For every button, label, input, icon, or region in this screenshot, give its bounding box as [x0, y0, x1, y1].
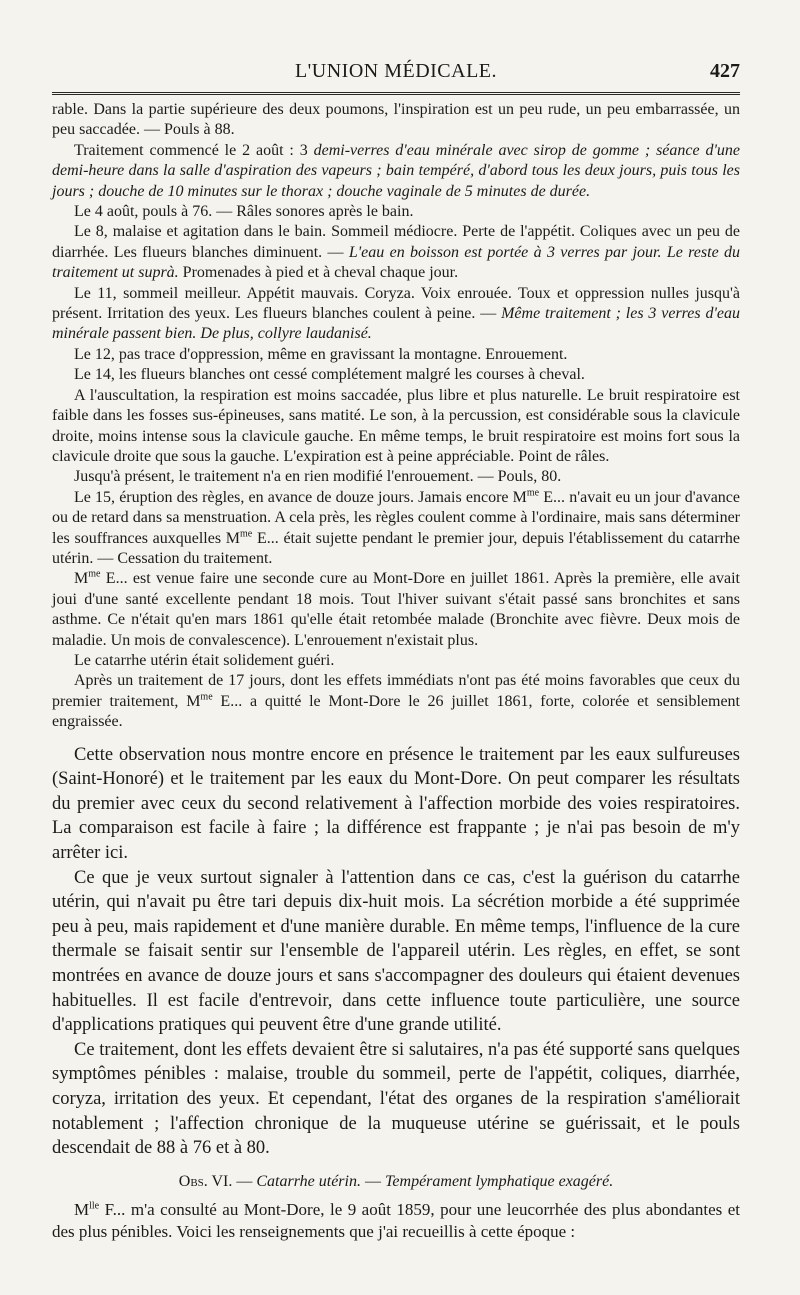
- paragraph-text: Le 8, malaise et agitation dans le bain. Sommeil médiocre. Perte de l'appétit. Coliques avec un peu de diarrhée. Les flueurs blanches diminuent. —: [52, 223, 740, 261]
- running-title: L'UNION MÉDICALE.: [294, 60, 498, 82]
- paragraph: [52, 284, 740, 345]
- paragraph: [52, 202, 740, 222]
- paragraph: [52, 386, 740, 468]
- paragraph: [52, 467, 740, 487]
- observation-title: Catarrhe utérin.: [256, 1172, 361, 1190]
- paragraph: [52, 365, 740, 385]
- paragraph: Ce traitement, dont les effets devaient être si salutaires, n'a pas été supporté sans quelques symptômes pénibles : malaise, trouble du sommeil, perte de l'appétit, coliques, diarrhée, coryza, irritation des yeux. Et cependant, l'état des organes de la respiration s'améliorait notablement ; l'affection chronique de la muqueuse utérine se guérissait, et le pouls descendait de 88 à 76 et à 80.: [52, 1039, 740, 1159]
- paragraph-text: Le 14, les flueurs blanches ont cessé complétement malgré les courses à cheval.: [74, 366, 585, 384]
- paragraph-text: Traitement commencé le 2 août : 3: [74, 141, 314, 159]
- superscript: me: [526, 487, 540, 499]
- paragraph: [52, 569, 740, 651]
- paragraph-italic: Même traitement ; les 3 verres d'eau minérale passent bien. De plus, collyre laudanisé.: [52, 305, 740, 343]
- header-rule: [52, 92, 740, 95]
- paragraph: [52, 345, 740, 365]
- paragraph-text: Après un traitement de 17 jours, dont les effets immédiats n'ont pas été moins favorables que ceux du premier traitement, M: [52, 672, 740, 710]
- discussion-section: [52, 743, 740, 1161]
- paragraph: [52, 651, 740, 671]
- paragraph-text: Le 4 août, pouls à 76. — Râles sonores après le bain.: [74, 203, 414, 221]
- observation-label: Obs. VI.: [178, 1172, 233, 1190]
- paragraph-italic: L'eau en boisson est portée à 3 verres par jour. Le reste du traitement ut suprà.: [52, 243, 741, 282]
- paragraph-text: Jusqu'à présent, le traitement n'a en rien modifié l'enrouement. — Pouls, 80.: [74, 468, 562, 486]
- observation-heading: [52, 1171, 740, 1193]
- paragraph: [52, 222, 740, 283]
- page-header: [52, 56, 740, 90]
- paragraph-text: E... n'avait eu un jour d'avance ou de retard dans sa menstruation. A cela près, les règles coulent comme à l'ordinaire, mais sans déterminer les souffrances auxquelles M: [52, 488, 740, 547]
- separator: —: [360, 1172, 385, 1190]
- paragraph-text: Le 12, pas trace d'oppression, même en gravissant la montagne. Enrouement.: [74, 345, 568, 363]
- paragraph-italic: demi-verres d'eau minérale avec sirop de gomme ; séance d'une demi-heure dans la salle d'aspiration des vapeurs ; bain tempéré, d'abord tous les deux jours, puis tous les jours ; douche de 10 minutes sur le thorax ; douche vaginale de 5 minutes de durée.: [52, 141, 740, 200]
- superscript: me: [240, 528, 253, 540]
- paragraph-text: Le catarrhe utérin était solidement guéri.: [74, 651, 335, 669]
- paragraph-text: M: [74, 1199, 90, 1219]
- page-number: 427: [710, 60, 740, 82]
- superscript: me: [88, 569, 101, 581]
- superscript: lle: [89, 1200, 100, 1212]
- separator: —: [232, 1172, 257, 1190]
- paragraph: Cette observation nous montre encore en présence le traitement par les eaux sulfureuses (Saint-Honoré) et le traitement par les eaux du Mont-Dore. On peut comparer les résultats du premier avec ceux du second relativement à l'affection morbide des voies respiratoires. La comparaison est facile à faire ; la différence est frappante ; je n'ai pas besoin de m'y arrêter ici.: [52, 744, 740, 863]
- paragraph-text: Promenades à pied et à cheval chaque jour.: [178, 264, 459, 282]
- paragraph-text: rable. Dans la partie supérieure des deux poumons, l'inspiration est un peu rude, un peu embarrassée, un peu saccadée. — Pouls à 88.: [52, 101, 740, 139]
- closing-section: [52, 1199, 740, 1243]
- paragraph-text: Le 11, sommeil meilleur. Appétit mauvais. Coryza. Voix enrouée. Toux et oppression nulles jusqu'à présent. Irritation des yeux. Les flueurs blanches coulent à peine. —: [52, 284, 740, 323]
- paragraph: Ce que je veux surtout signaler à l'attention dans ce cas, c'est la guérison du catarrhe utérin, qui n'avait pu être tari depuis dix-huit mois. La sécrétion morbide a été supprimée peu à peu, mais rapidement et d'une manière durable. En même temps, l'influence de la cure thermale se faisait sentir sur l'ensemble de l'appareil utérin. Les règles, en effet, se sont montrées en avance de douze jours et sans s'accompagner des douleurs qui étaient devenues habituelles. Il est facile d'entrevoir, dans cette influence toute particulière, une source d'applications pratiques qui peuvent être d'une grande utilité.: [52, 867, 740, 1036]
- paragraph: [52, 671, 740, 732]
- paragraph-text: A l'auscultation, la respiration est moins saccadée, plus libre et plus naturelle. Le bruit respiratoire est faible dans les fosses sus-épineuses, sans matité. Le son, à la percussion, est considérable sous la clavicule droite, moins intense sous la clavicule gauche. En même temps, le bruit respiratoire est moins fort sous la clavicule droite que sous la gauche. L'expiration est à peine appréciable. Point de râles.: [52, 386, 740, 465]
- paragraph-text: Le 15, éruption des règles, en avance de douze jours. Jamais encore M: [74, 488, 527, 506]
- paragraph: [52, 100, 740, 141]
- paragraph-text: E... était sujette pendant le premier jour, depuis l'établissement du catarrhe utérin. — Cessation du traitement.: [52, 529, 740, 567]
- paragraph-text: E... a quitté le Mont-Dore le 26 juillet 1861, forte, colorée et sensiblement engraissée.: [52, 692, 740, 731]
- superscript: me: [200, 691, 213, 703]
- case-notes: [52, 100, 740, 733]
- paragraph-text: M: [74, 570, 89, 588]
- paragraph-text: E... est venue faire une seconde cure au Mont-Dore en juillet 1861. Après la première, elle avait joui d'une santé excellente pendant 18 mois. Tout l'hiver suivant s'était passé sans bronchites et sans asthme. Ce n'était qu'en mars 1861 qu'elle était retombée malade (Bronchite avec fièvre. Deux mois de maladie. Un mois de convalescence). L'enrouement n'existait plus.: [52, 570, 740, 649]
- paragraph-text: F... m'a consulté au Mont-Dore, le 9 août 1859, pour une leucorrhée des plus abondantes et des plus pénibles. Voici les renseignements que j'ai recueillis à cette époque :: [52, 1199, 740, 1241]
- page-body: [52, 100, 740, 1243]
- paragraph: [52, 141, 740, 202]
- observation-subtitle: Tempérament lymphatique exagéré.: [384, 1172, 614, 1190]
- paragraph: [52, 488, 740, 570]
- paragraph: [52, 1199, 740, 1243]
